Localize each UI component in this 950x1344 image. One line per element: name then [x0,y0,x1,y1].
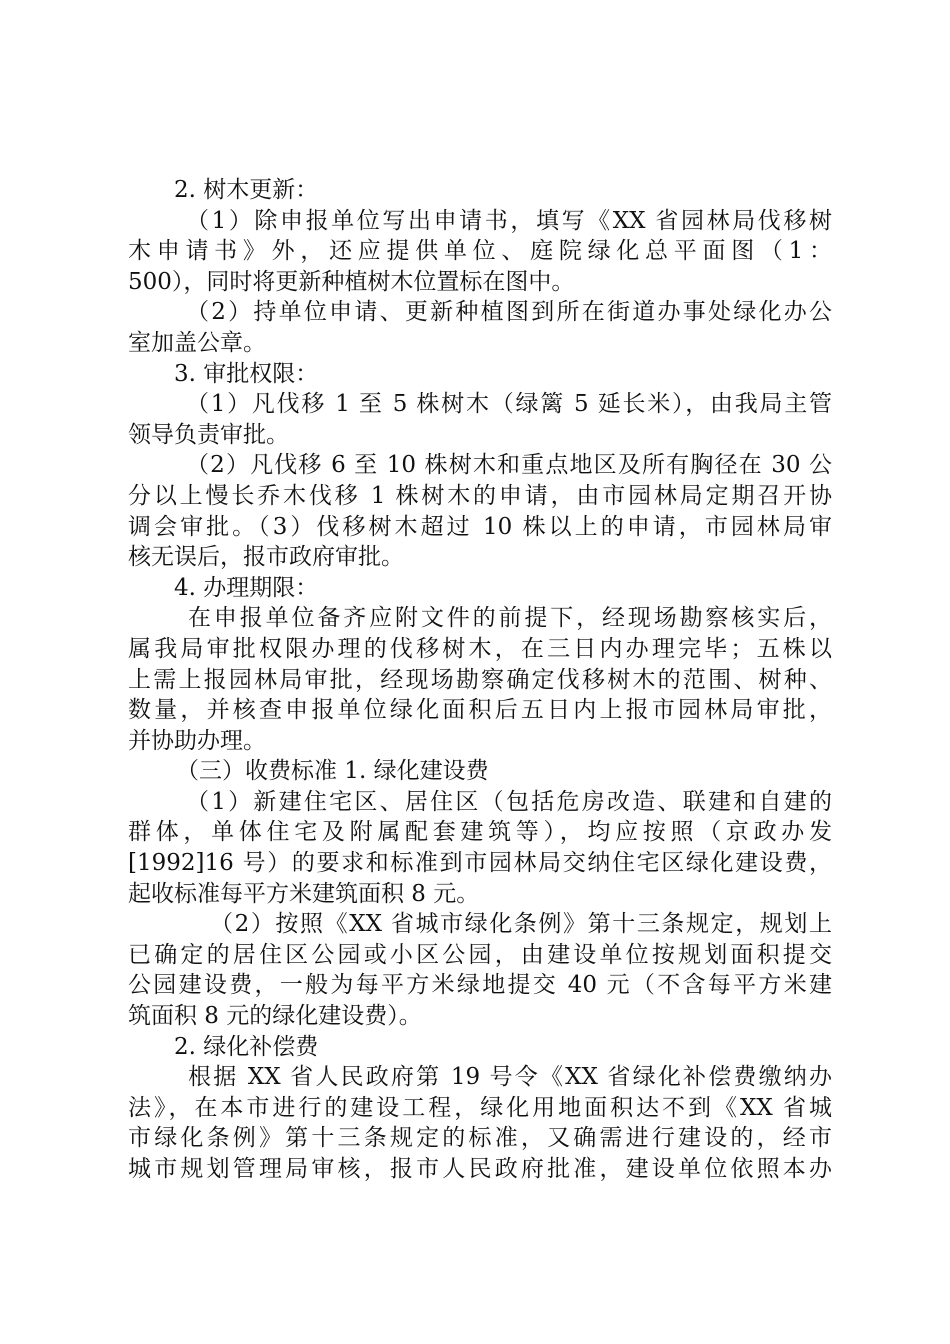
text-line: 城市规划管理局审核，报市人民政府批准，建设单位依照本办 [128,1156,832,1182]
document-body [128,175,832,1185]
text-line: （1）除申报单位写出申请书，填写《XX 省园林局伐移树 [186,207,832,234]
text-line: （1）新建住宅区、居住区（包括危房改造、联建和自建的 [186,788,832,815]
text-line: 数量，并核查申报单位绿化面积后五日内上报市园林局审批， [128,697,832,724]
text-line: 领导负责审批。 [128,421,289,448]
text-line: 法》，在本市进行的建设工程，绿化用地面积达不到《XX 省城 [128,1094,832,1121]
section-heading-fee-standards: （三）收费标准 1. 绿化建设费 [176,758,489,785]
text-line: （2）按照《XX 省城市绿化条例》第十三条规定，规划上 [210,911,832,938]
text-line: [1992]16 号）的要求和标准到市园林局交纳住宅区绿化建设费， [128,850,832,877]
text-line: 木申请书》外，还应提供单位、庭院绿化总平面图（1： [128,238,832,265]
text-line: 属我局审批权限办理的伐移树木，在三日内办理完毕；五株以 [128,635,832,662]
text-line: 已确定的居住区公园或小区公园，由建设单位按规划面积提交 [128,941,832,968]
text-line: （2）持单位申请、更新种植图到所在街道办事处绿化办公 [186,299,832,326]
text-line: 上需上报园林局审批，经现场勘察确定伐移树木的范围、树种、 [128,666,832,693]
section-heading-tree-renewal: 2. 树木更新： [174,177,319,203]
text-line: 筑面积 8 元的绿化建设费）。 [128,1003,422,1030]
text-line: 起收标准每平方米建筑面积 8 元。 [128,880,480,907]
text-line: （2）凡伐移 6 至 10 株树木和重点地区及所有胸径在 30 公 [186,452,832,479]
section-heading-green-compensation: 2. 绿化补偿费 [174,1033,319,1060]
text-line: 分以上慢长乔木伐移 1 株树木的申请，由市园林局定期召开协 [128,482,832,509]
text-line: 根据 XX 省人民政府第 19 号令《XX 省绿化补偿费缴纳办 [188,1064,832,1091]
text-line: 市绿化条例》第十三条规定的标准，又确需进行建设的，经市 [128,1125,832,1152]
text-line: 核无误后，报市政府审批。 [128,544,404,571]
text-line: 调会审批。（3）伐移树木超过 10 株以上的申请，市园林局审 [128,513,832,540]
text-line: 群体，单体住宅及附属配套建筑等），均应按照（京政办发 [128,819,832,846]
text-line: 在申报单位备齐应附文件的前提下，经现场勘察核实后， [188,605,832,632]
section-heading-approval-authority: 3. 审批权限： [174,360,319,387]
text-line: 公园建设费，一般为每平方米绿地提交 40 元（不含每平方米建 [128,972,832,999]
text-line: （1）凡伐移 1 至 5 株树木（绿篱 5 延长米），由我局主管 [186,391,832,418]
text-line: 室加盖公章。 [128,329,266,356]
text-line: 并协助办理。 [128,727,266,754]
text-line: 500），同时将更新种植树木位置标在图中。 [128,268,575,295]
section-heading-processing-time: 4. 办理期限： [174,574,319,601]
